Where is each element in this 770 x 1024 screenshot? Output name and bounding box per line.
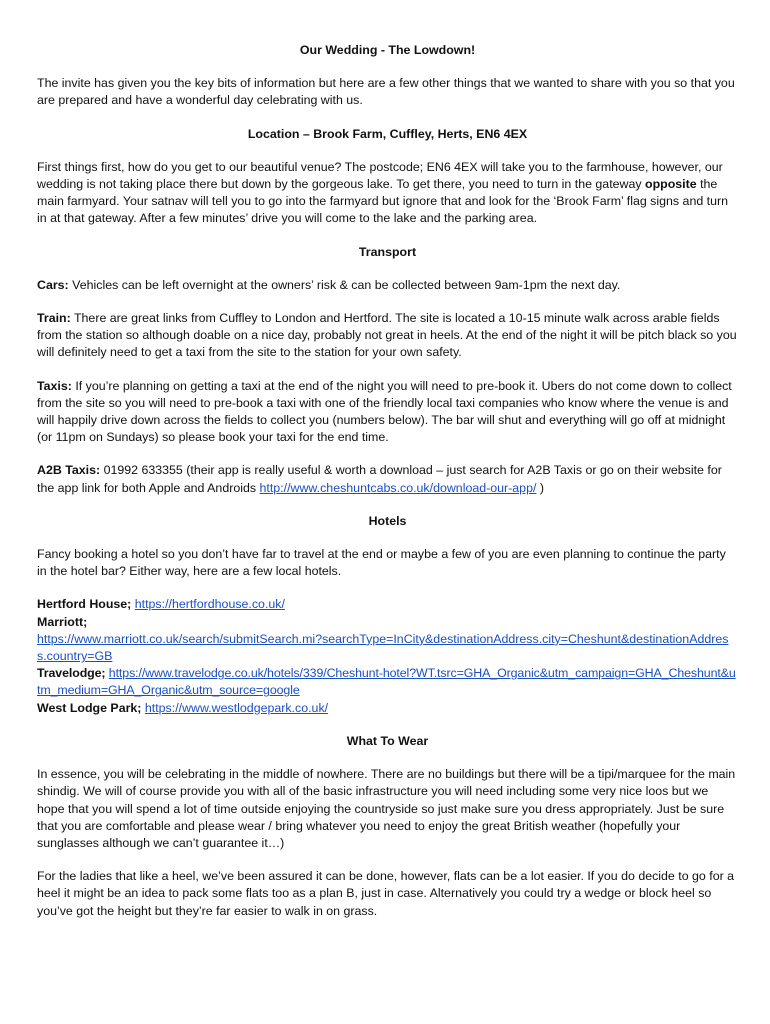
intro-paragraph: The invite has given you the key bits of information but here are a few other things that we wanted to share with you so that you are prepared and have a wonderful day celebrating with us. [37, 76, 735, 108]
westlodge-label: West Lodge Park; [37, 700, 142, 715]
hertford-link[interactable]: https://hertfordhouse.co.uk/ [134, 597, 285, 612]
page-title: Our Wedding - The Lowdown! [299, 43, 476, 57]
taxis-label: Taxis: [37, 378, 72, 393]
hotel-westlodge [37, 700, 738, 717]
location-text-after: the main farmyard. Your satnav will tell you to go into the farmyard but ignore that and look for the ‘Brook Farm’ flag signs and turn in at that gateway. After a few minutes’ drive you will come to the lake and the parking area. [37, 177, 729, 226]
taxis-paragraph [37, 378, 738, 447]
location-paragraph [37, 159, 738, 228]
location-text-before: First things first, how do you get to our beautiful venue? The postcode; EN6 4EX will take you to the farmhouse, however, our wedding is not taking place there but down by the gorgeous lake. To get there, you need to turn in the gateway [37, 159, 723, 192]
hotel-marriott [37, 614, 738, 631]
cars-text: Vehicles can be left overnight at the owners’ risk & can be collected between 9am-1pm the next day. [68, 277, 621, 292]
travelodge-label: Travelodge; [37, 666, 106, 681]
train-paragraph [37, 310, 738, 362]
hertford-label: Hertford House; [37, 597, 132, 612]
wear-heading: What To Wear [346, 733, 429, 748]
hotel-travelodge [37, 665, 738, 699]
wear-paragraph-1: In essence, you will be celebrating in the middle of nowhere. There are no buildings but there will be a tipi/marquee for the main shindig. We will of course provide you with all of the basic infrastructure you will need including some very nice loos but we hope that you will spend a lot of time outside enjoying the countryside so just make sure you dress appropriately. Just be sure that you are comfortable and please wear / bring whatever you need to enjoy the great British weather (hopefully your sunglasses although we can’t guarantee it…) [37, 767, 736, 850]
transport-heading: Transport [358, 244, 417, 259]
train-text: There are great links from Cuffley to London and Hertford. The site is located a 10-15 minute walk across arable fields from the station so although doable on a nice day, probably not great in heels. At the end of the night it will be pitch black so you will definitely need to get a taxi from the site to the station for your own safety. [37, 311, 737, 360]
a2b-label: A2B Taxis: [37, 463, 101, 478]
a2b-close: ) [536, 480, 544, 495]
travelodge-link[interactable]: https://www.travelodge.co.uk/hotels/339/Cheshunt-hotel?WT.tsrc=GHA_Organic&utm_campaign=GHA_Cheshunt&utm_medium=GHA_Organic&utm_source=google [37, 666, 736, 698]
marriott-link[interactable]: https://www.marriott.co.uk/search/submitSearch.mi?searchType=InCity&destinationAddress.city=Cheshunt&destinationAddress.country=GB [37, 631, 729, 664]
hotels-heading: Hotels [368, 513, 407, 528]
train-label: Train: [37, 311, 71, 326]
marriott-label: Marriott; [37, 614, 88, 629]
location-bold-word: opposite [645, 177, 697, 192]
wear-paragraph-2: For the ladies that like a heel, we’ve been assured it can be done, however, flats can be a lot easier. If you do decide to go for a heel it might be an idea to pack some flats too as a plan B, just in case. Alternatively you could try a wedge or block heel so you’ve got the height but they’re far easier to walk in on grass. [37, 869, 735, 918]
hotels-intro: Fancy booking a hotel so you don’t have far to travel at the end or maybe a few of you are even planning to continue the party in the hotel bar? Either way, here are a few local hotels. [37, 547, 726, 579]
cars-paragraph [37, 277, 738, 294]
hotel-hertford [37, 596, 738, 613]
taxis-text: If you’re planning on getting a taxi at the end of the night you will need to pre-book it. Ubers do not come down to collect from the site so you will need to pre-book a taxi with one of the friendly local taxi companies who know where the venue is and will happily drive down across the fields to collect you (numbers below). The bar will shut and everything will go off at midnight (or 11pm on Sundays) so please book your taxi for the end time. [37, 378, 732, 445]
a2b-paragraph [37, 462, 738, 496]
location-heading: Location – Brook Farm, Cuffley, Herts, EN6 4EX [247, 126, 528, 141]
hotel-marriott-url [37, 631, 738, 665]
a2b-text: 01992 633355 (their app is really useful & worth a download – just search for A2B Taxis or go on their website for the app link for both Apple and Androids [37, 463, 722, 495]
a2b-link[interactable]: http://www.cheshuntcabs.co.uk/download-our-app/ [259, 480, 537, 495]
cars-label: Cars: [37, 277, 69, 292]
westlodge-link[interactable]: https://www.westlodgepark.co.uk/ [144, 700, 329, 715]
